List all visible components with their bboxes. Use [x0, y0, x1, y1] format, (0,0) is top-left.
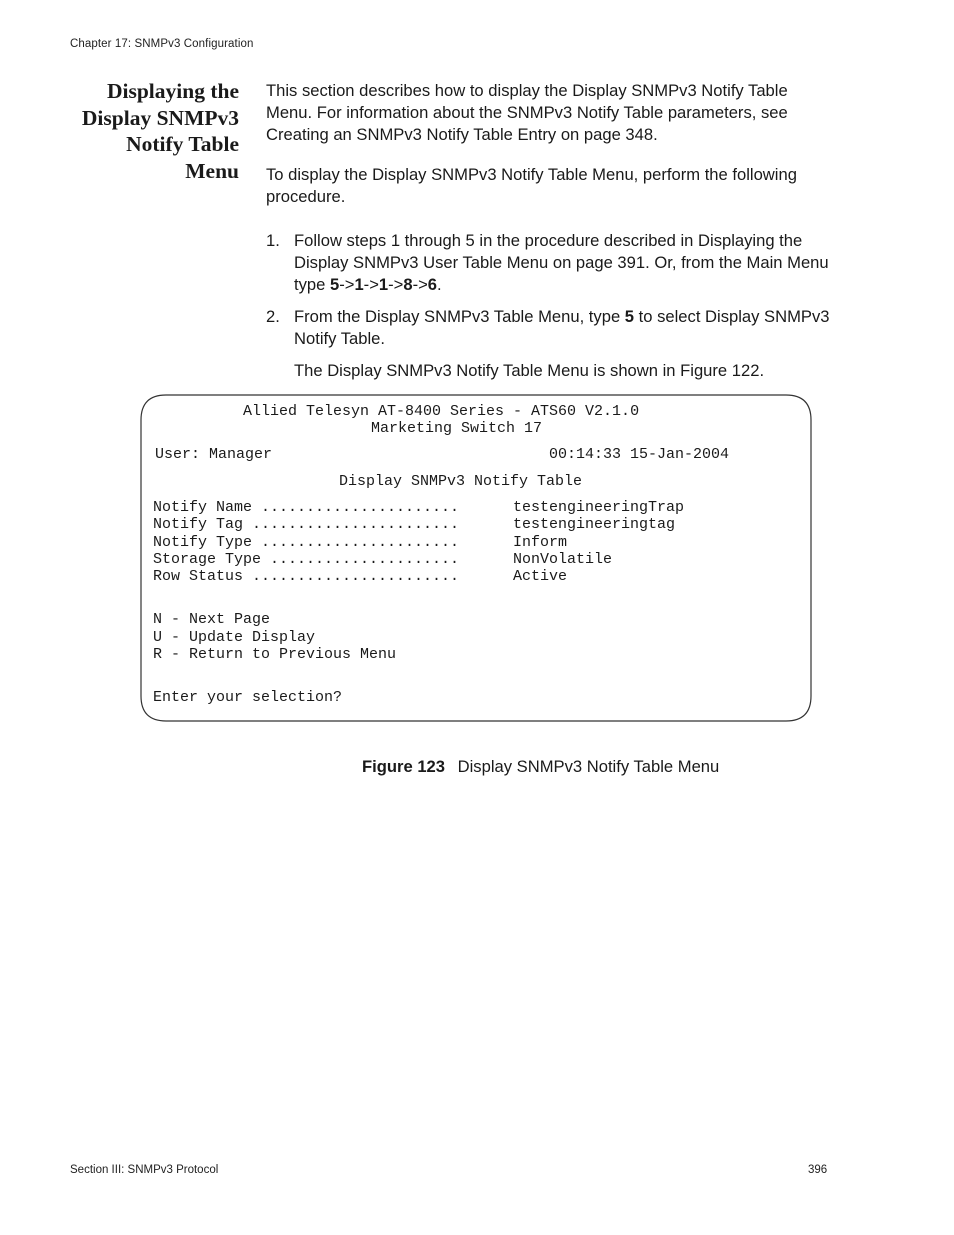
menu-option[interactable]: R - Return to Previous Menu — [153, 646, 397, 663]
section-title-line: Displaying the — [106, 79, 239, 103]
procedure-step — [266, 230, 836, 296]
menu-key: 5 — [624, 307, 635, 326]
field-value: Active — [513, 568, 568, 585]
field-label: Notify Name ...................... — [153, 499, 460, 516]
field-label: Storage Type ..................... — [153, 551, 460, 568]
key-separator: -> — [339, 275, 355, 294]
menu-key: 6 — [427, 275, 438, 294]
menu-key: 1 — [354, 275, 364, 294]
screen-user: User: Manager — [155, 446, 273, 463]
field-value: testengineeringtag — [513, 516, 676, 533]
screen-datetime: 00:14:33 15-Jan-2004 — [549, 446, 730, 463]
section-title-line: Notify Table — [126, 132, 239, 156]
footer-section: Section III: SNMPv3 Protocol — [70, 1164, 219, 1176]
step-text: . — [437, 275, 442, 294]
figure-caption — [362, 757, 719, 777]
intro-paragraph: This section describes how to display the Display SNMPv3 Notify Table Menu. For information about the SNMPv3 Notify Table parameters, see Creating an SNMPv3 Notify Table Entry on page 348. — [266, 81, 788, 144]
menu-option[interactable]: N - Next Page — [153, 611, 271, 628]
figure-reference-note: The Display SNMPv3 Notify Table Menu is shown in Figure 122. — [294, 361, 765, 380]
field-label: Notify Type ...................... — [153, 534, 460, 551]
menu-option[interactable]: U - Update Display — [153, 629, 316, 646]
procedure-steps — [266, 230, 836, 350]
section-title-line: Menu — [185, 158, 239, 183]
key-separator: -> — [412, 275, 428, 294]
field-label: Row Status ....................... — [153, 568, 460, 585]
field-label: Notify Tag ....................... — [153, 516, 460, 533]
section-title-line: Display SNMPv3 — [81, 105, 239, 130]
intro-paragraph: To display the Display SNMPv3 Notify Table Menu, perform the following procedure. — [266, 165, 797, 206]
procedure-step — [266, 306, 836, 350]
menu-key: 8 — [403, 275, 413, 294]
key-separator: -> — [363, 275, 379, 294]
terminal-screen — [140, 394, 812, 722]
step-text: to select Display SNMPv3 Notify Table. — [294, 307, 830, 348]
menu-key: 1 — [378, 275, 389, 294]
figure-title: Display SNMPv3 Notify Table Menu — [457, 757, 720, 776]
selection-prompt[interactable]: Enter your selection? — [153, 689, 343, 706]
screen-subtitle-line: Marketing Switch 17 — [371, 420, 543, 437]
step-number: 2. — [266, 307, 280, 326]
running-header: Chapter 17: SNMPv3 Configuration — [70, 38, 254, 50]
page-number: 396 — [808, 1164, 828, 1176]
step-number: 1. — [266, 231, 280, 250]
screen-title-line: Allied Telesyn AT-8400 Series - ATS60 V2.1.0 — [243, 403, 640, 420]
step-text: Follow steps 1 through 5 in the procedure described in Displaying the Display SNMPv3 User Table Menu on page 391. Or, from the Main Menu type — [294, 231, 829, 294]
field-value: NonVolatile — [513, 551, 613, 568]
step-text: From the Display SNMPv3 Table Menu, type — [294, 307, 625, 326]
field-value: testengineeringTrap — [513, 499, 685, 516]
screen-menu-title: Display SNMPv3 Notify Table — [339, 473, 583, 490]
figure-label: Figure 123 — [362, 757, 446, 776]
key-separator: -> — [388, 275, 404, 294]
field-value: Inform — [513, 534, 568, 551]
body-column — [266, 80, 836, 382]
section-title — [40, 78, 239, 184]
menu-key: 5 — [329, 275, 340, 294]
